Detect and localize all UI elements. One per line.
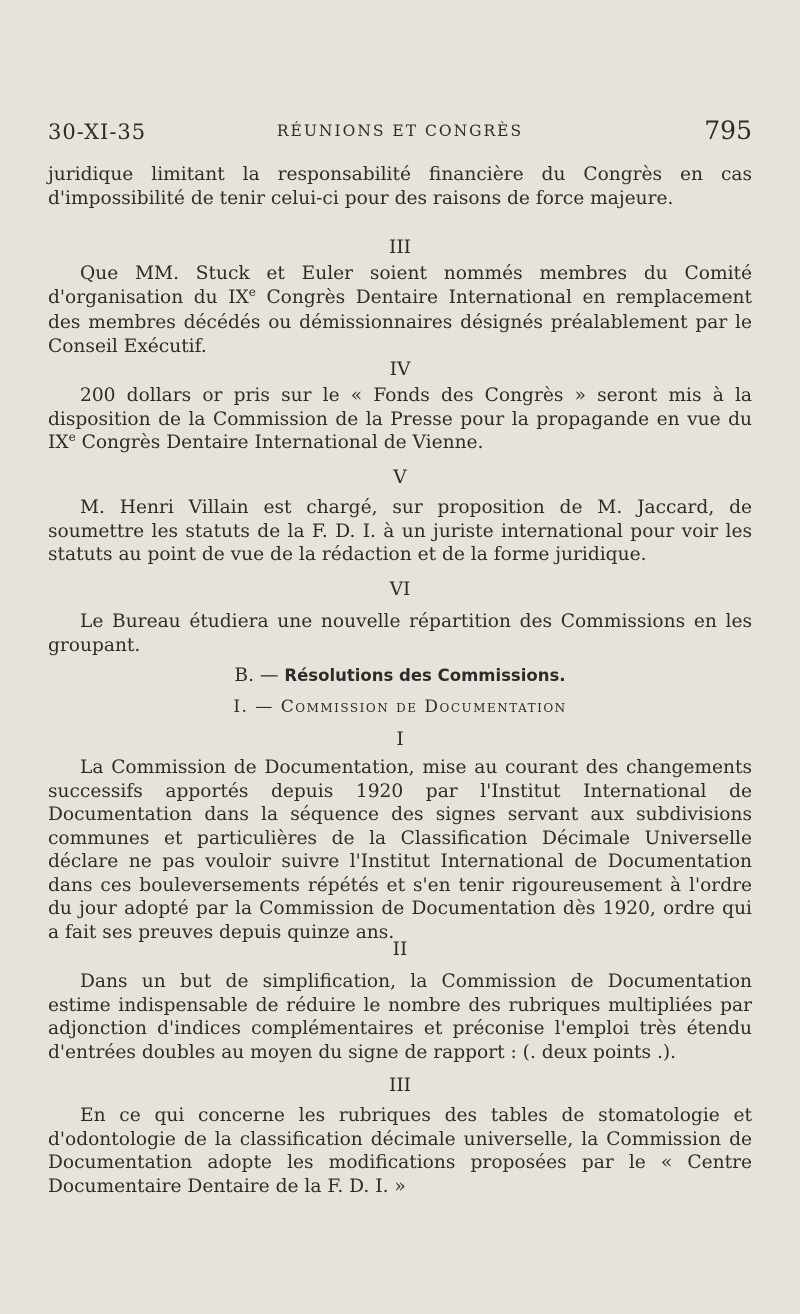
paragraph-doc-ii: Dans un but de simplification, la Commission de Documentation estime indispensable de réduire le nombre des rubriques multipliées par adjonction d'indices complémentaires et préconise l'emploi très étendu d'entrées doubles au moyen du signe de rapport : (. deux points .). — [48, 971, 752, 1063]
heading-vi: VI — [389, 579, 411, 600]
paragraph-iv — [48, 384, 752, 466]
page-body — [48, 163, 752, 1198]
paragraph-iii-part1: Que MM. Stuck et Euler soient nommés membres du Comité d'organisation du IX — [48, 263, 752, 308]
section-b-heading — [48, 664, 752, 696]
page-number: 795 — [704, 116, 752, 145]
heading-doc-i: I — [396, 729, 404, 750]
heading-iv: IV — [389, 359, 411, 380]
header-date: 30-XI-35 — [48, 120, 147, 144]
superscript-e: e — [68, 430, 76, 444]
paragraph-doc-i: La Commission de Documentation, mise au courant des changements successifs apportés depuis 1920 par l'Institut International de Documentation dans la séquence des signes servant aux subdivisions communes et particulières de la Classification Décimale Universelle déclare ne pas vouloir suivre l'Institut International de Documentation dans ces bouleversements répétés et s'en tenir rigoureusement à l'ordre du jour adopté par la Commission de Documentation dès 1920, ordre qui a fait ses preuves depuis quinze ans. — [48, 757, 752, 943]
paragraph-iv-part1: 200 dollars or pris sur le « Fonds des Congrès » seront mis à la disposition de la Commission de la Presse pour la propagande en vue du IX — [48, 385, 752, 453]
running-header — [48, 116, 752, 152]
paragraph-v: M. Henri Villain est chargé, sur proposition de M. Jaccard, de soumettre les statuts de la F. D. I. à un juriste international pour voir les statuts au point de vue de la rédaction et de la forme juridique. — [48, 497, 752, 565]
paragraph-vi: Le Bureau étudiera une nouvelle répartition des Commissions en les groupant. — [48, 611, 752, 656]
paragraph-iii — [48, 262, 752, 358]
section-b-title: Résolutions des Commissions. — [284, 666, 566, 685]
subsection-heading: I. — Commission de Documentation — [233, 697, 567, 717]
header-title: RÉUNIONS ET CONGRÈS — [276, 122, 524, 140]
heading-doc-iii: III — [388, 1075, 412, 1096]
heading-v: V — [393, 467, 407, 488]
paragraph-iv-part2: Congrès Dentaire International de Vienne. — [75, 432, 484, 453]
heading-iii: III — [388, 237, 412, 258]
paragraph-intro: juridique limitant la responsabilité financière du Congrès en cas d'impossibilité de tenir celui-ci pour des raisons de force majeure. — [48, 164, 752, 209]
section-b-prefix: B. — — [234, 665, 285, 686]
heading-doc-ii: II — [392, 939, 408, 960]
paragraph-doc-iii: En ce qui concerne les rubriques des tables de stomatologie et d'odontologie de la classification décimale universelle, la Commission de Documentation adopte les modifications proposées par le « Centre Documentaire Dentaire de la F. D. I. » — [48, 1105, 752, 1197]
superscript-e: e — [248, 284, 256, 299]
paragraph-iii-part2: Congrès Dentaire International en remplacement des membres décédés ou démissionnaires désignés préalablement par le Conseil Exécutif. — [48, 286, 752, 357]
